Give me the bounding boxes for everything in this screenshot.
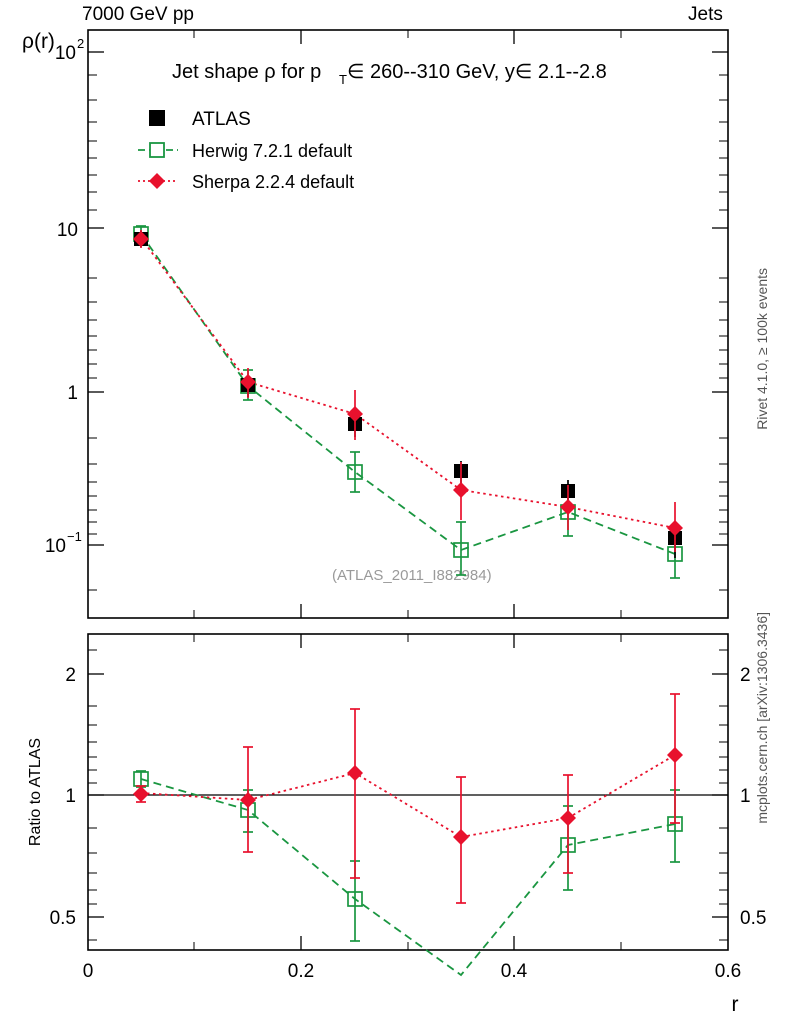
ratio-ytick-2-right: 2 [740, 665, 751, 686]
legend-label-atlas: ATLAS [192, 109, 251, 130]
legend-marker-herwig [150, 143, 164, 157]
main-title-part2: ∈ 260--310 GeV, y∈ 2.1--2.8 [347, 61, 607, 83]
right-margin-top: Rivet 4.1.0, ≥ 100k events [754, 268, 770, 430]
xtick-0: 0 [82, 961, 94, 982]
ytick-10: 10 [56, 220, 78, 241]
main-x-ticks [194, 30, 621, 618]
ratio-points-herwig [134, 771, 682, 941]
ratio-y-tick-labels [50, 665, 767, 929]
header-right: Jets [688, 4, 723, 25]
main-ylabel: ρ(r) [22, 30, 55, 53]
watermark: (ATLAS_2011_I882984) [332, 567, 492, 584]
legend-marker-atlas [149, 110, 165, 126]
ytick-100: 10 [54, 43, 76, 64]
header-left: 7000 GeV pp [82, 4, 194, 25]
series-points-atlas [134, 231, 682, 558]
right-margin-bottom: mcplots.cern.ch [arXiv:1306.3436] [754, 612, 770, 824]
legend-label-sherpa: Sherpa 2.2.4 default [192, 172, 355, 192]
series-points-sherpa [133, 230, 683, 552]
series-line-sherpa [141, 238, 675, 528]
main-title-sub: T [339, 72, 347, 87]
ratio-ytick-05-right: 0.5 [740, 908, 767, 929]
series-line-herwig [141, 234, 675, 554]
ytick-0p1: 10 [44, 536, 66, 557]
xtick-02: 0.2 [287, 961, 315, 982]
xtick-04: 0.4 [500, 961, 528, 982]
ratio-ytick-1-right: 1 [740, 786, 751, 807]
ytick-1: 1 [67, 383, 78, 404]
legend-label-herwig: Herwig 7.2.1 default [192, 141, 353, 161]
legend-entry-herwig [138, 141, 352, 161]
x-tick-labels [83, 961, 742, 982]
ytick-100-exp: 2 [77, 36, 85, 51]
ratio-ytick-05-left: 0.5 [49, 908, 76, 929]
ratio-x-ticks [194, 634, 621, 950]
main-title [172, 61, 607, 87]
ytick-0p1-exp: −1 [67, 529, 82, 544]
ratio-line-sherpa [141, 755, 675, 837]
legend [138, 109, 354, 192]
ratio-ytick-2-left: 2 [65, 665, 76, 686]
ratio-ytick-1-left: 1 [65, 786, 76, 807]
main-title-part1: Jet shape ρ for p [172, 61, 322, 83]
main-y-tick-labels [45, 43, 78, 557]
main-panel-frame [88, 30, 728, 618]
xtick-06: 0.6 [714, 961, 742, 982]
ratio-ylabel: Ratio to ATLAS [27, 737, 44, 847]
legend-entry-sherpa [138, 172, 354, 192]
main-y-ticks [88, 52, 728, 590]
legend-marker-sherpa [149, 173, 165, 189]
x-axis-label: r [731, 993, 739, 1016]
